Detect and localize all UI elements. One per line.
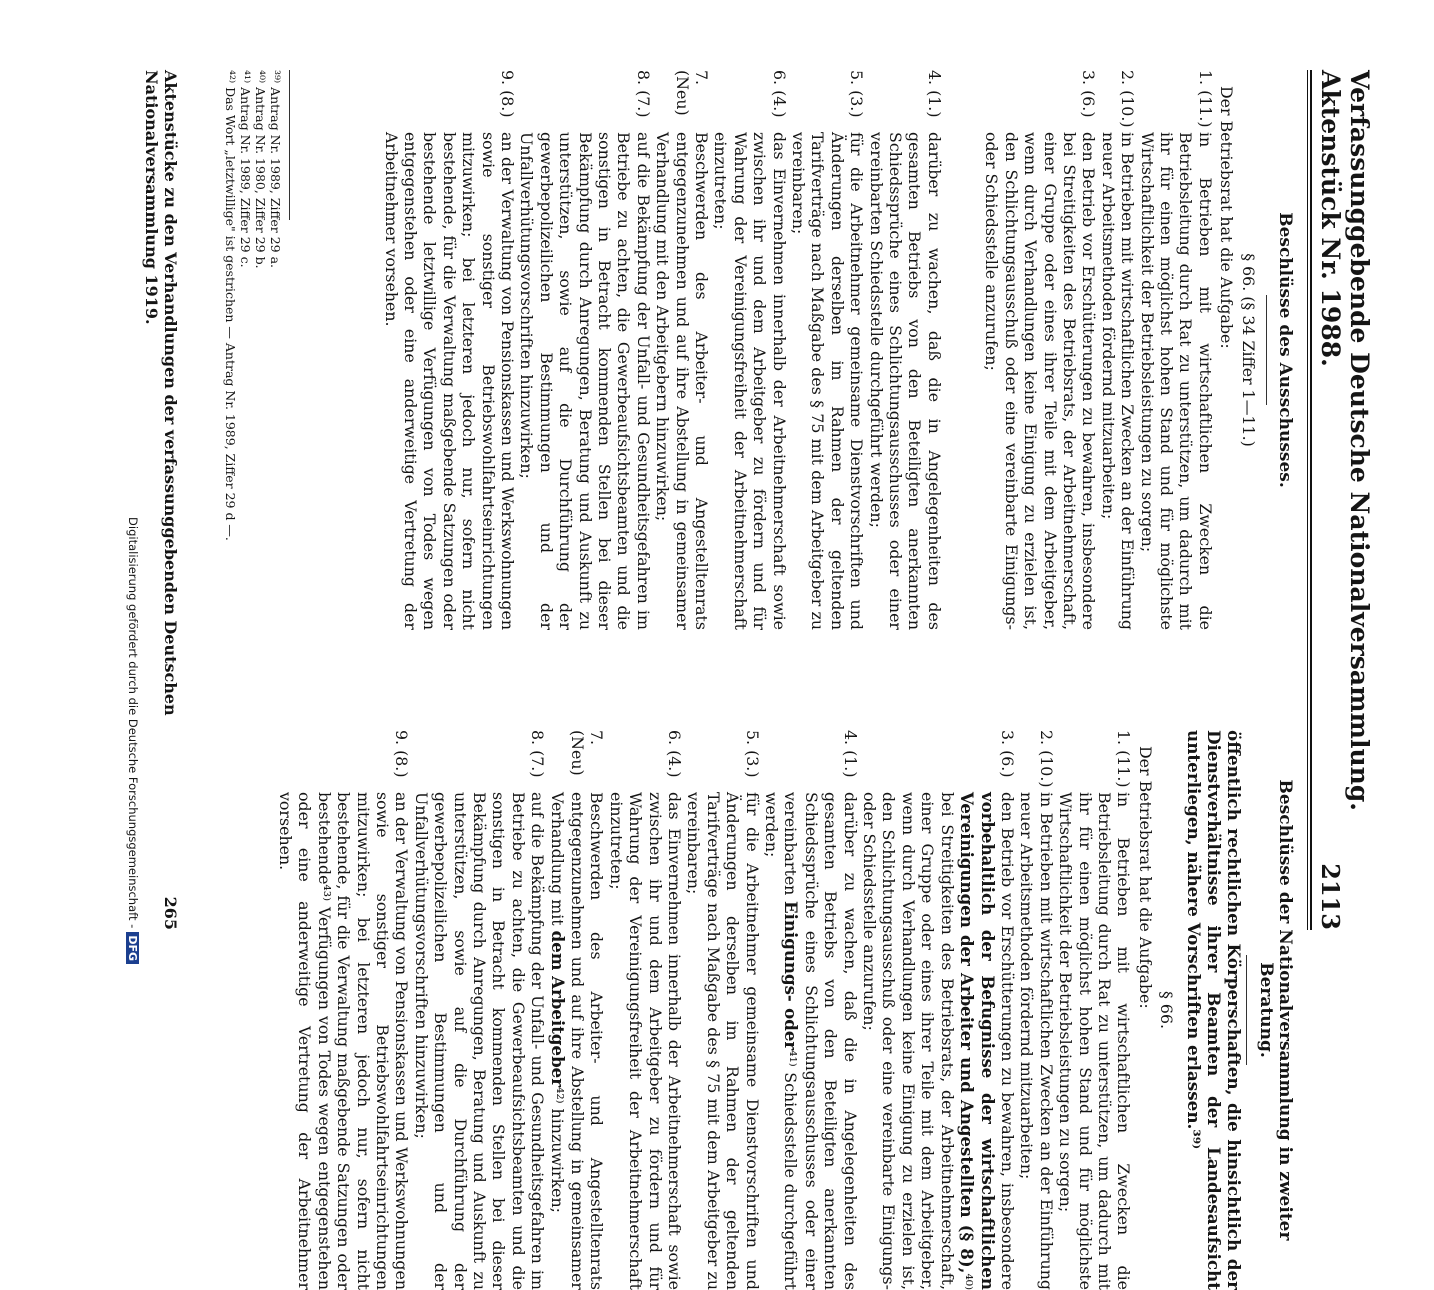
item-number: 1. (11.) [1195,70,1215,128]
list-item [860,730,1017,1290]
list-item [982,70,1098,630]
footer-page-number: 265 [161,896,180,930]
list-item [1098,70,1137,630]
digitization-notice [126,30,140,964]
item-number: 9. (8.) [392,730,412,778]
item-text: das Einvernehmen innerhalb der Arbeitnehmerschaft sowie zwischen ihr und dem Arbeitgeber zu fördern und für Wahrung der Vereinigungsfreiheit der Arbeitnehmerschaft einzutreten; [606,792,685,1290]
item-text-part: Beschwerden des Arbeiter- und Angestelltenrats entgegenzunehmen und auf ihre Abstellung in gemeinsamer Verhandlung mit [547,792,607,1290]
item-number: 1. (11.) [1114,730,1134,788]
list-item [1017,730,1056,1290]
amendment-bold-text: dem Arbeitgeber [547,930,568,1087]
item-text: das Einvernehmen innerhalb der Arbeitnehmerschaft sowie zwischen ihr und dem Arbeitgeber zu fördern und für Wahrung der Vereinigungsfreiheit der Arbeitnehmerschaft einzutreten; [711,132,789,630]
header-rule [1310,70,1312,930]
item-text [762,792,860,1290]
item-text: den Betrieb vor Erschütterungen zu bewahren, insbesondere bei Streitigkeiten des Betriebsrats, der Arbeitnehmerschaft, einer Gruppe oder eines ihrer Teile mit dem Arbeitgeber, wenn durch Verhandlungen keine Einigung zu erzielen ist, den Schlichtungsausschuß oder eine vereinbarte Einigungs- oder Schiedsstelle anzurufen; [982,132,1099,630]
item-number: 2. (10.) [1036,730,1056,788]
item-text [547,792,606,1290]
column-divider [1266,295,1267,405]
list-item [547,730,606,1290]
column-heading-assembly: Beschlüsse der Nationalversammlung in zweiter Beratung. [1255,779,1295,1241]
section-title: § 66. (§ 34 Ziffer 1—11.) [1238,253,1258,447]
footer-source: Aktenstücke zu den Verhandlungen der verfassunggebenden Deutschen Nationalversammlung 1919. [142,70,180,716]
item-text-part: ⁴¹⁾ Schiedsstelle durchgeführt werden; [762,792,801,1290]
list-item [762,730,860,1290]
item-text-part: darüber zu wachen, daß die in Angelegenheiten des gesamten Betriebs von den Beteiligten anerkannten Schiedssprüche eines Schlichtungsausschusses oder einer vereinbarten [781,792,860,1290]
item-text-part: ⁴⁰⁾ bei Streitigkeiten des Betriebsrats, der Arbeitnehmerschaft, einer Gruppe oder eines ihrer Teile mit dem Arbeitgeber, wenn durch Verhandlungen keine Einigung zu erzielen ist, den Schlichtungsausschuß oder eine vereinbarte Einigungs- oder Schiedsstelle anzurufen; [860,792,977,1290]
item-number: 5. (3.) [742,730,762,778]
item-number: 5. (3.) [847,70,867,118]
item-text-part: den Betrieb vor Erschütterungen zu bewahren, insbesondere [997,792,1017,1290]
dfg-logo: DFG [126,932,139,964]
item-text-part: ⁴²⁾ hinzuwirken; [547,1086,567,1213]
list-item [653,70,711,630]
list-item [1056,730,1134,1290]
footnote-rule [289,70,290,220]
footnote: ⁴²⁾ Das Wort „letztwillige" ist gestrichen — Antrag Nr. 1989, Ziffer 29 d —. [223,70,238,541]
item-text: in Betrieben mit wirtschaftlichen Zwecken die Betriebsleitung durch Rat zu unterstützen, um dadurch mit ihr für einen möglichst hohen Stand und für möglichste Wirtschaftlichkeit der Betriebsleistungen zu sorgen; [1137,132,1215,630]
list-item [684,730,762,1290]
item-text: in Betrieben mit wirtschaftlichen Zwecken die Betriebsleitung durch Rat zu unterstützen, um dadurch mit ihr für einen möglichst hohen Stand und für möglichste Wirtschaftlichkeit der Betriebsleistungen zu sorgen; [1056,792,1134,1290]
carryover-paragraph: öffentlich rechtlichen Körperschaften, die hinsichtlich der Dienstverhältnisse ihrer Beamten der Landesaufsicht unterliegen, nähere Vorschriften erlassen.³⁹⁾ [1184,730,1245,1290]
page-footer [142,70,180,930]
digitization-text: Digitalisierung gefördert durch die Deutsche Forschungsgemeinschaft - [126,517,140,929]
amendment-bold-text: vorbehaltlich der Befugnisse der wirtschaftlichen Vereinigungen der Arbeiter und Angestellten (§ 8), [957,792,998,1290]
item-number: 3. (6.) [997,730,1017,778]
list-item [276,730,412,1290]
item-number: 2. (10.) [1118,70,1138,128]
document-page [62,30,1374,1290]
item-text [860,792,1017,1290]
amendment-bold-text: Einigungs- oder [781,900,802,1051]
item-number: 4. (1.) [924,70,944,118]
item-text: auf die Bekämpfung der Unfall- und Gesundheitsgefahren im Betriebe zu achten, die Gewerbeaufsichtsbeamten und die sonstigen in Betracht kommenden Stellen bei dieser Bekämpfung durch Anregungen, Beratung und Auskunft zu unterstützen, sowie auf die Durchführung der gewerbepolizeilichen Bestimmungen und der Unfallverhütungsvorschriften hinzuwirken; [411,792,548,1290]
footnote: ⁴⁰⁾ Antrag Nr. 1980, Ziffer 29 b. [253,70,268,269]
section-intro: Der Betriebsrat hat die Aufgabe: [1135,746,1155,1009]
item-text: für die Arbeitnehmer gemeinsame Dienstvorschriften und Änderungen derselben im Rahmen der geltenden Tarifverträge nach Maßgabe des § 75 mit dem Arbeitgeber zu vereinbaren; [789,132,867,630]
footnote: ³⁹⁾ Antrag Nr. 1989, Ziffer 29 a. [268,70,283,269]
item-text: in Betrieben mit wirtschaftlichen Zwecken an der Einführung neuer Arbeitsmethoden fördernd mitzuarbeiten; [1098,132,1138,630]
item-text: an der Verwaltung von Pensionskassen und Werkswohnungen sowie sonstiger Betriebswohlfahrtseinrichtungen mitzuwirken; bei letzteren jedoch nur, sofern nicht bestehende, für die Verwaltung maßgebende Satzungen oder bestehende letztwillige Verfügungen von Todes wegen entgegenstehen oder eine anderweitige Vertretung der Arbeitnehmer vorsehen. [381,132,517,630]
item-text: an der Verwaltung von Pensionskassen und Werkswohnungen sowie sonstiger Betriebswohlfahrtseinrichtungen mitzuwirken; bei letzteren jedoch nur, sofern nicht bestehende, für die Verwaltung maßgebende Satzungen oder bestehende⁴³⁾ Verfügungen von Todes wegen entgegenstehen oder eine anderweitige Vertretung der Arbeitnehmer vorsehen. [275,792,412,1290]
item-number: 6. (4.) [665,730,685,778]
item-number: 7. (Neu) [672,70,712,116]
item-number: 3. (6.) [1079,70,1099,118]
item-text: für die Arbeitnehmer gemeinsame Dienstvorschriften und Änderungen derselben im Rahmen der geltenden Tarifverträge nach Maßgabe des § 75 mit dem Arbeitgeber zu vereinbaren; [684,792,762,1290]
list-item [1137,70,1215,630]
item-text: auf die Bekämpfung der Unfall- und Gesundheitsgefahren im Betriebe zu achten, die Gewerbeaufsichtsbeamten und die sonstigen in Betracht kommenden Stellen bei dieser Bekämpfung durch Anregungen, Beratung und Auskunft zu unterstützen, sowie auf die Durchführung der gewerbepolizeilichen Bestimmungen und der Unfallverhütungsvorschriften hinzuwirken; [517,132,653,630]
column-divider [1246,955,1247,1065]
item-number: 8. (7.) [528,730,548,778]
item-number: 6. (4.) [769,70,789,118]
footnote: ⁴¹⁾ Antrag Nr. 1989, Ziffer 29 c. [238,70,253,268]
header-rule-thin [1307,70,1308,930]
list-item [411,730,547,1290]
page-number: 2113 [1316,863,1345,930]
footnotes [223,70,302,630]
item-number: 7. (Neu) [568,730,607,776]
list-item [517,70,653,630]
item-number: 9. (8.) [497,70,517,118]
document-title: Verfassunggebende Deutsche Nationalversammlung. Aktenstück Nr. 1988. [1316,70,1374,812]
section-intro: Der Betriebsrat hat die Aufgabe: [1217,86,1237,349]
list-item [711,70,789,630]
item-text: darüber zu wachen, daß die in Angelegenheiten des gesamten Betriebs von den Beteiligten anerkannten Schiedssprüche eines Schlichtungsausschusses oder einer vereinbarten Schiedsstelle durchgeführt werden; [866,132,944,630]
page-header [1316,70,1374,930]
list-item [789,70,867,630]
column-heading-committee: Beschlüsse des Ausschusses. [1275,212,1295,488]
item-text: in Betrieben mit wirtschaftlichen Zwecken an der Einführung neuer Arbeitsmethoden fördernd mitzuarbeiten; [1017,792,1056,1290]
item-text: Beschwerden des Arbeiter- und Angestelltenrats entgegenzunehmen und auf ihre Abstellung in gemeinsamer Verhandlung mit den Arbeitgebern hinzuwirken; [653,132,712,630]
national-assembly-column [276,730,1295,1290]
list-item [866,70,944,630]
item-number: 4. (1.) [840,730,860,778]
list-item [606,730,684,1290]
section-title: § 66. [1157,990,1177,1030]
committee-column [381,70,1294,630]
list-item [381,70,517,630]
item-number: 8. (7.) [633,70,653,118]
